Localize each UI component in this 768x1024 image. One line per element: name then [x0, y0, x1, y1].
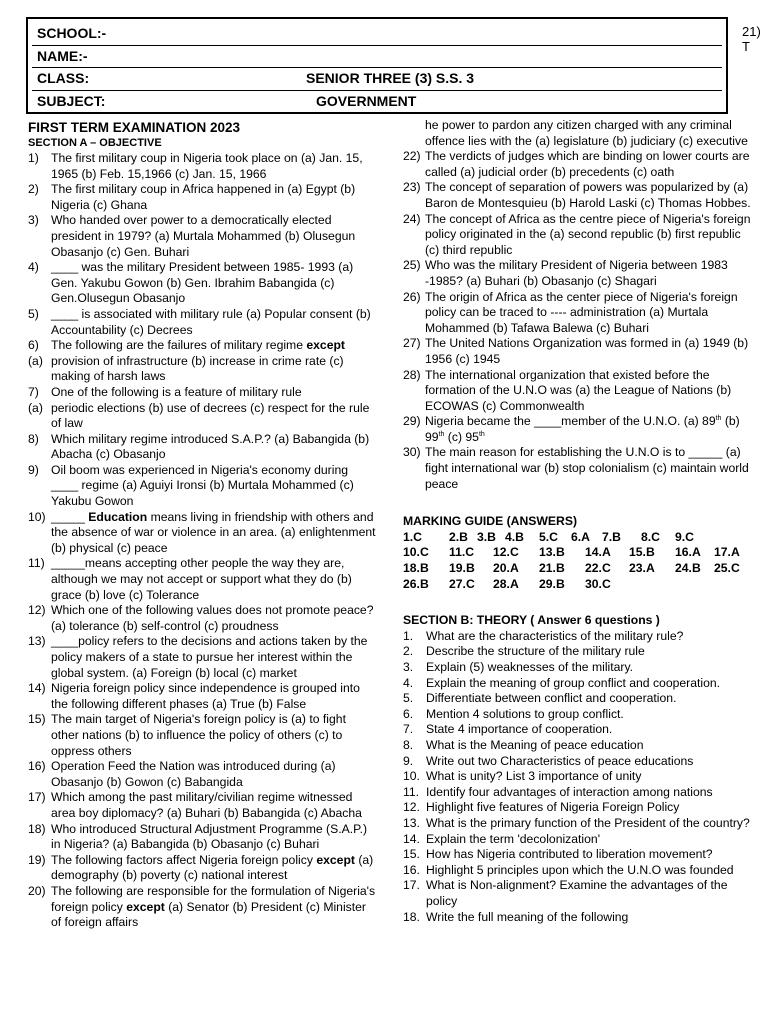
answer-row: [403, 561, 751, 577]
answer: 6.A: [571, 529, 590, 544]
theory-number: 17.: [403, 878, 420, 893]
question-text: The concept of Africa as the centre piece of Nigeria's foreign policy originated in the (a) second republic (b) first republic (c) third republic: [425, 211, 751, 257]
theory-number: 13.: [403, 815, 420, 830]
theory-text: State 4 importance of cooperation.: [426, 722, 613, 737]
question-number: 13): [28, 634, 46, 649]
question-text: Which one of the following values does not promote peace? (a) tolerance (b) self-control (c) proudness: [51, 603, 374, 633]
subject-label: SUBJECT:: [37, 92, 106, 109]
question-number: 2): [28, 182, 39, 197]
question-blank: _____: [51, 509, 89, 524]
theory-item: [403, 629, 751, 645]
class-row: [32, 68, 722, 91]
theory-number: 12.: [403, 800, 420, 815]
question-number: 17): [28, 790, 46, 805]
question: [403, 414, 751, 445]
question-number: 25): [403, 258, 421, 273]
answer: 10.C: [403, 545, 429, 560]
option-marker: (a): [28, 400, 43, 415]
theory-text: Mention 4 solutions to group conflict.: [426, 706, 624, 721]
question-text: provision of infrastructure (b) increase in crime rate (c) making of harsh laws: [51, 353, 344, 384]
question-text: means living in friendship with others and the absence of war or violence in an area. (a) enlightenment (b) physical (c) peace: [51, 509, 376, 555]
question-number: 18): [28, 821, 46, 836]
question-text: Nigeria foreign policy since independence is grouped into the following different phases (a) True (b) False: [51, 681, 360, 711]
theory-text: Identify four advantages of interaction among nations: [426, 784, 713, 799]
theory-number: 6.: [403, 706, 414, 721]
theory-item: [403, 800, 751, 816]
theory-number: 14.: [403, 831, 420, 846]
question-number: 6): [28, 338, 39, 353]
theory-text: Write out two Characteristics of peace educations: [426, 753, 694, 768]
question-number: 16): [28, 759, 46, 774]
header-box: [26, 17, 728, 114]
theory-number: 15.: [403, 847, 420, 862]
question-text: _____means accepting other people the way they are, although we may not accept or support what they do (b) grace (b) love (c) Tolerance: [51, 556, 352, 602]
question: [28, 151, 376, 182]
question-number: 24): [403, 211, 421, 226]
answer: 8.C: [641, 529, 660, 544]
theory-text: Describe the structure of the military rule: [426, 644, 645, 659]
question-text: (b) 99: [425, 414, 740, 444]
theory-item: [403, 847, 751, 863]
answer: 27.C: [449, 576, 475, 591]
question-text: (a) demography (b) poverty (c) national interest: [51, 852, 374, 883]
theory-text: What is unity? List 3 importance of unity: [426, 769, 642, 784]
answer: 23.A: [629, 561, 655, 576]
question: [403, 149, 751, 180]
answer: 21.B: [539, 561, 565, 576]
question-number: 7): [28, 384, 39, 399]
question: [28, 681, 376, 712]
question: [403, 336, 751, 367]
question-text: periodic elections (b) use of decrees (c) respect for the rule of law: [51, 400, 370, 431]
answer: 29.B: [539, 576, 565, 591]
question-text: he power to pardon any citizen charged with any criminal offence lies with the (a) legislature (b) judiciary (c) executive: [425, 118, 748, 148]
answer: 25.C: [714, 561, 740, 576]
section-a-heading: SECTION A – OBJECTIVE: [28, 137, 162, 149]
answer: 19.B: [449, 561, 475, 576]
question-text: (a) Senator (b) President (c) Minister of foreign affairs: [51, 899, 366, 930]
question-number: 19): [28, 852, 46, 867]
question-text: Who handed over power to a democratically elected president in 1979? (a) Murtala Mohammed (b) Olusegun Obasanjo (c) Gen. Buhari: [51, 213, 356, 259]
subject-value: GOVERNMENT: [316, 92, 417, 109]
answer-row: [403, 530, 751, 546]
question: [28, 432, 376, 463]
question: [28, 182, 376, 213]
theory-number: 10.: [403, 769, 420, 784]
theory-text: How has Nigeria contributed to liberation movement?: [426, 847, 713, 862]
answer: 12.C: [493, 545, 519, 560]
theory-number: 7.: [403, 722, 414, 737]
theory-text: Explain the meaning of group conflict and cooperation.: [426, 675, 721, 690]
subject-row: [32, 91, 722, 113]
ordinal-suffix: th: [478, 430, 485, 438]
question-number: 22): [403, 149, 421, 164]
theory-number: 4.: [403, 675, 414, 690]
theory-number: 3.: [403, 660, 414, 674]
theory-item: [403, 785, 751, 801]
question-continued: [403, 118, 751, 149]
theory-item: [403, 816, 751, 832]
question: [28, 556, 376, 603]
corner-letter: T: [742, 39, 750, 54]
theory-text: Differentiate between conflict and cooperation.: [426, 691, 677, 706]
class-value: SENIOR THREE (3) S.S. 3: [306, 70, 475, 86]
answer: 5.C: [539, 529, 558, 544]
question-number: 10): [28, 509, 46, 524]
answer: 24.B: [675, 561, 701, 576]
answer: 9.C: [675, 529, 694, 544]
class-label: CLASS:: [37, 70, 90, 86]
question-text: The following are the failures of military regime: [51, 338, 307, 353]
question-number: 4): [28, 260, 39, 275]
question: [28, 338, 376, 354]
question: [403, 180, 751, 211]
question: [28, 307, 376, 338]
question-number: 5): [28, 306, 39, 321]
question: [28, 759, 376, 790]
question: [28, 260, 376, 307]
question-text: The first military coup in Nigeria took place on (a) Jan. 15, 1965 (b) Feb. 15,1966 (c) Jan. 15, 1966: [51, 151, 363, 181]
question-text: The following are responsible for the formulation of Nigeria's foreign policy: [51, 883, 376, 914]
answer: 17.A: [714, 545, 740, 560]
theory-text: What is the primary function of the President of the country?: [426, 815, 750, 830]
question: [403, 258, 751, 289]
theory-text: Explain the term 'decolonization': [426, 831, 601, 846]
question: [28, 510, 376, 557]
question-text: ____ is associated with military rule (a) Popular consent (b) Accountability (c) Decrees: [51, 306, 371, 337]
question-number: 14): [28, 681, 46, 696]
name-label: NAME:-: [37, 47, 88, 64]
theory-item: [403, 769, 751, 785]
question-number: 30): [403, 445, 421, 460]
theory-text: What is Non-alignment? Examine the advantages of the policy: [426, 878, 728, 908]
question-text: The United Nations Organization was formed in (a) 1949 (b) 1956 (c) 1945: [425, 336, 749, 366]
theory-text: Explain (5) weaknesses of the military.: [426, 660, 634, 674]
question-text: The concept of separation of powers was popularized by (a) Baron de Montesquieu (b) Harold Laski (c) Thomas Hobbes.: [425, 180, 751, 210]
question-text: Who introduced Structural Adjustment Programme (S.A.P.) in Nigeria? (a) Babangida (b) Obasanjo (c) Buhari: [51, 821, 368, 852]
question: [403, 290, 751, 337]
school-label: SCHOOL:-: [37, 25, 107, 41]
theory-number: 5.: [403, 691, 414, 706]
theory-text: Write the full meaning of the following: [426, 909, 629, 924]
theory-number: 2.: [403, 644, 414, 659]
corner-text: [742, 24, 761, 54]
question-number: 1): [28, 151, 39, 165]
question-number: 23): [403, 180, 421, 195]
answer: 18.B: [403, 561, 429, 576]
question: [28, 822, 376, 853]
question-text: The origin of Africa as the center piece of Nigeria's foreign policy can be traced to ---- administration (a) Murtala Mohammed (b) Tafawa Balewa (c) Buhari: [425, 289, 738, 335]
theory-item: [403, 676, 751, 692]
question-number: 3): [28, 213, 39, 228]
question-text: The main target of Nigeria's foreign policy is (a) to fight other nations (b) to influence the policy of others (c) to oppress others: [51, 712, 346, 758]
question-options: [28, 401, 376, 432]
theory-item: [403, 691, 751, 707]
theory-item: [403, 644, 751, 660]
answer: 15.B: [629, 545, 655, 560]
answer: 28.A: [493, 576, 519, 591]
question: [28, 603, 376, 634]
answer: 26.B: [403, 576, 429, 591]
theory-item: [403, 707, 751, 723]
corner-number: 21): [742, 24, 761, 39]
question: [403, 368, 751, 415]
answer: 11.C: [449, 545, 475, 560]
question: [28, 634, 376, 681]
theory-item: [403, 878, 751, 909]
question-text: Who was the military President of Nigeria between 1983 -1985? (a) Buhari (b) Obasanjo (c) Shagari: [425, 258, 728, 288]
theory-item: [403, 754, 751, 770]
answer-row: [403, 545, 751, 561]
question-number: 11): [28, 556, 45, 571]
education-keyword: Education: [88, 509, 148, 524]
question-number: 26): [403, 289, 421, 304]
name-row: [32, 46, 722, 69]
question-text: Oil boom was experienced in Nigeria's economy during ____ regime (a) Aguiyi Ironsi (b) Murtala Mohammed (c) Yakubu Gowon: [51, 462, 354, 509]
theory-item: [403, 722, 751, 738]
theory-number: 18.: [403, 909, 420, 924]
answer: 16.A: [675, 545, 701, 560]
answer: 20.A: [493, 561, 519, 576]
theory-number: 1.: [403, 628, 414, 643]
theory-list: [403, 629, 751, 925]
question-number: 28): [403, 367, 421, 382]
question-text: (c) 95: [444, 429, 479, 444]
except-keyword: except: [316, 852, 355, 867]
answer: 2.B: [449, 529, 468, 544]
theory-text: Highlight five features of Nigeria Foreign Policy: [426, 800, 680, 815]
question-text: ____ was the military President between 1985- 1993 (a) Gen. Yakubu Gowon (b) Gen. Ibrahim Babangida (c) Gen.Olusegun Obasanjo: [51, 260, 354, 306]
theory-text: What are the characteristics of the military rule?: [426, 628, 684, 643]
question-number: 12): [28, 603, 46, 618]
theory-item: [403, 832, 751, 848]
question-text: Which military regime introduced S.A.P.? (a) Babangida (b) Abacha (c) Obasanjo: [51, 431, 370, 462]
answer: 14.A: [585, 545, 611, 560]
theory-item: [403, 660, 751, 676]
theory-item: [403, 910, 751, 926]
answer: 1.C: [403, 529, 422, 544]
question: [28, 853, 376, 884]
question: [28, 385, 376, 401]
school-row: [32, 23, 722, 46]
answer: 7.B: [602, 529, 621, 544]
question-number: 29): [403, 414, 421, 429]
answer: 4.B: [505, 529, 524, 544]
question-text: The international organization that existed before the formation of the U.N.O was (a) the League of Nations (b) ECOWAS (c) Commonwealth: [425, 367, 732, 413]
question-text: Nigeria became the ____member of the U.N.O. (a) 89: [425, 414, 716, 429]
question-number: 20): [28, 883, 46, 898]
question-number: 15): [28, 712, 46, 727]
question: [28, 884, 376, 931]
answer: 13.B: [539, 545, 565, 560]
theory-number: 9.: [403, 753, 414, 768]
question-text: Operation Feed the Nation was introduced during (a) Obasanjo (b) Gowon (c) Babangida: [51, 759, 336, 789]
question-options: [28, 354, 376, 385]
theory-number: 8.: [403, 737, 414, 752]
question: [28, 213, 376, 260]
right-column: [403, 118, 751, 925]
answer: 3.B: [477, 529, 496, 544]
except-keyword: except: [126, 899, 165, 914]
theory-item: [403, 863, 751, 879]
theory-item: [403, 738, 751, 754]
question-number: 27): [403, 336, 421, 351]
question-text: The verdicts of judges which are binding on lower courts are called (a) judicial order (b) precedents (c) oath: [425, 149, 750, 179]
question: [403, 445, 751, 492]
question: [403, 212, 751, 259]
option-marker: (a): [28, 353, 43, 368]
question: [28, 790, 376, 821]
question-text: The following factors affect Nigeria foreign policy: [51, 852, 317, 867]
question-number: 9): [28, 462, 39, 477]
question-number: 8): [28, 431, 39, 446]
question: [28, 712, 376, 759]
answer-row: [403, 577, 751, 593]
exam-title: FIRST TERM EXAMINATION 2023: [28, 120, 241, 135]
marking-guide-title: MARKING GUIDE (ANSWERS): [403, 514, 578, 529]
answer: 22.C: [585, 561, 611, 576]
section-b-heading: SECTION B: THEORY ( Answer 6 questions ): [403, 613, 660, 628]
ordinal-suffix: th: [715, 415, 722, 423]
except-keyword: except: [306, 338, 345, 353]
question-text: Which among the past military/civilian regime witnessed area boy diplomacy? (a) Buhari (b) Babangida (c) Abacha: [51, 790, 362, 820]
answer: 30.C: [585, 576, 611, 591]
question-text: The first military coup in Africa happened in (a) Egypt (b) Nigeria (c) Ghana: [51, 182, 356, 212]
theory-text: What is the Meaning of peace education: [426, 737, 644, 752]
question-text: ____policy refers to the decisions and actions taken by the policy makers of a state to pursue her interest within the global system. (a) Foreign (b) local (c) market: [51, 634, 368, 680]
question: [28, 463, 376, 510]
theory-number: 16.: [403, 862, 420, 877]
question-text: One of the following is a feature of military rule: [51, 384, 302, 399]
theory-number: 11.: [403, 784, 420, 799]
question-text: The main reason for establishing the U.N.O is to _____ (a) fight international war (b) stop colonialism (c) maintain world peace: [425, 445, 749, 491]
theory-text: Highlight 5 principles upon which the U.N.O was founded: [426, 862, 734, 877]
left-column: [28, 119, 376, 931]
ordinal-suffix: th: [438, 430, 445, 438]
